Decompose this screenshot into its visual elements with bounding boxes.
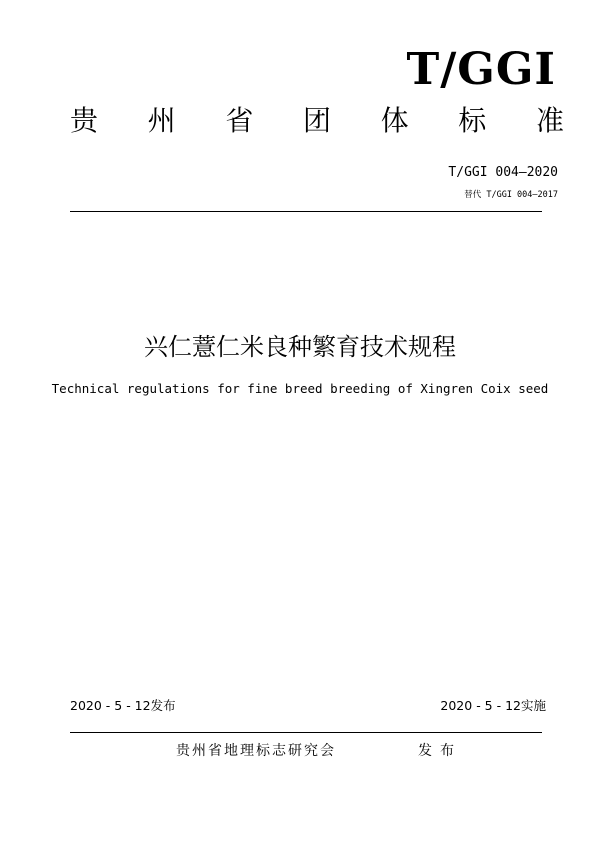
standard-code: T/GGI 004—2020 [448, 165, 558, 180]
top-divider [70, 211, 542, 212]
org-title-char: 体 [380, 104, 409, 137]
org-title-char: 标 [458, 104, 487, 137]
org-title-char: 准 [535, 104, 564, 137]
org-title-char: 团 [302, 104, 331, 137]
org-title-char: 州 [147, 104, 176, 137]
implementation-date: 2020 - 5 - 12实施 [440, 698, 546, 713]
org-title-char: 贵 [70, 104, 99, 137]
issue-date: 2020 - 5 - 12发布 [70, 698, 176, 713]
bottom-divider [70, 732, 542, 733]
org-title-char: 省 [225, 104, 254, 137]
document-title-en: Technical regulations for fine breed breeding of Xingren Coix seed [51, 381, 549, 396]
standard-logo: T/GGI [406, 44, 556, 95]
publish-label: 发布 [418, 743, 462, 759]
org-title [70, 104, 564, 138]
publisher-name: 贵州省地理标志研究会 [176, 743, 336, 759]
document-title-zh: 兴仁薏仁米良种繁育技术规程 [144, 333, 456, 361]
replaces-note: 替代 T/GGI 004—2017 [464, 190, 558, 200]
